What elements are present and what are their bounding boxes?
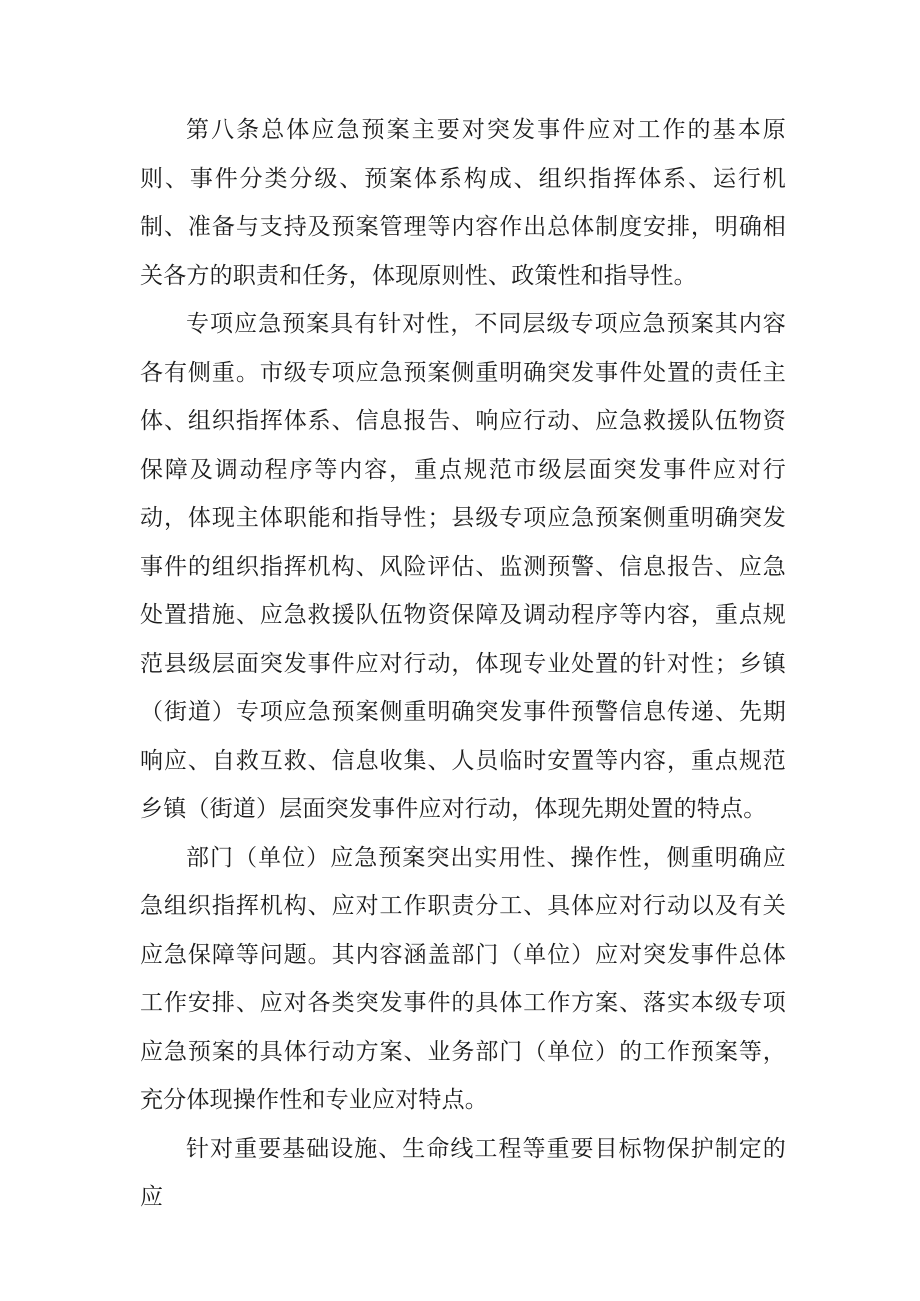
document-body [140, 106, 786, 1222]
paragraph-special-plans: 专项应急预案具有针对性，不同层级专项应急预案其内容各有侧重。市级专项应急预案侧重明确突发事件处置的责任主体、组织指挥体系、信息报告、响应行动、应急救援队伍物资保障及调动程序等内容，重点规范市级层面突发事件应对行动，体现主体职能和指导性；县级专项应急预案侧重明确突发事件的组织指挥机构、风险评估、监测预警、信息报告、应急处置措施、应急救援队伍物资保障及调动程序等内容，重点规范县级层面突发事件应对行动，体现专业处置的针对性；乡镇（街道）专项应急预案侧重明确突发事件预警信息传递、先期响应、自救互救、信息收集、人员临时安置等内容，重点规范乡镇（街道）层面突发事件应对行动，体现先期处置的特点。 [140, 311, 786, 822]
paragraph-article-8: 第八条总体应急预案主要对突发事件应对工作的基本原则、事件分类分级、预案体系构成、组织指挥体系、运行机制、准备与支持及预案管理等内容作出总体制度安排，明确相关各方的职责和任务，体现原则性、政策性和指导性。 [140, 117, 786, 289]
paragraph-infrastructure-plans: 针对重要基础设施、生命线工程等重要目标物保护制定的应 [140, 1135, 786, 1210]
paragraph-department-plans: 部门（单位）应急预案突出实用性、操作性，侧重明确应急组织指挥机构、应对工作职责分工、具体应对行动以及有关应急保障等问题。其内容涵盖部门（单位）应对突发事件总体工作安排、应对各类突发事件的具体工作方案、落实本级专项应急预案的具体行动方案、业务部门（单位）的工作预案等，充分体现操作性和专业应对特点。 [140, 844, 786, 1113]
